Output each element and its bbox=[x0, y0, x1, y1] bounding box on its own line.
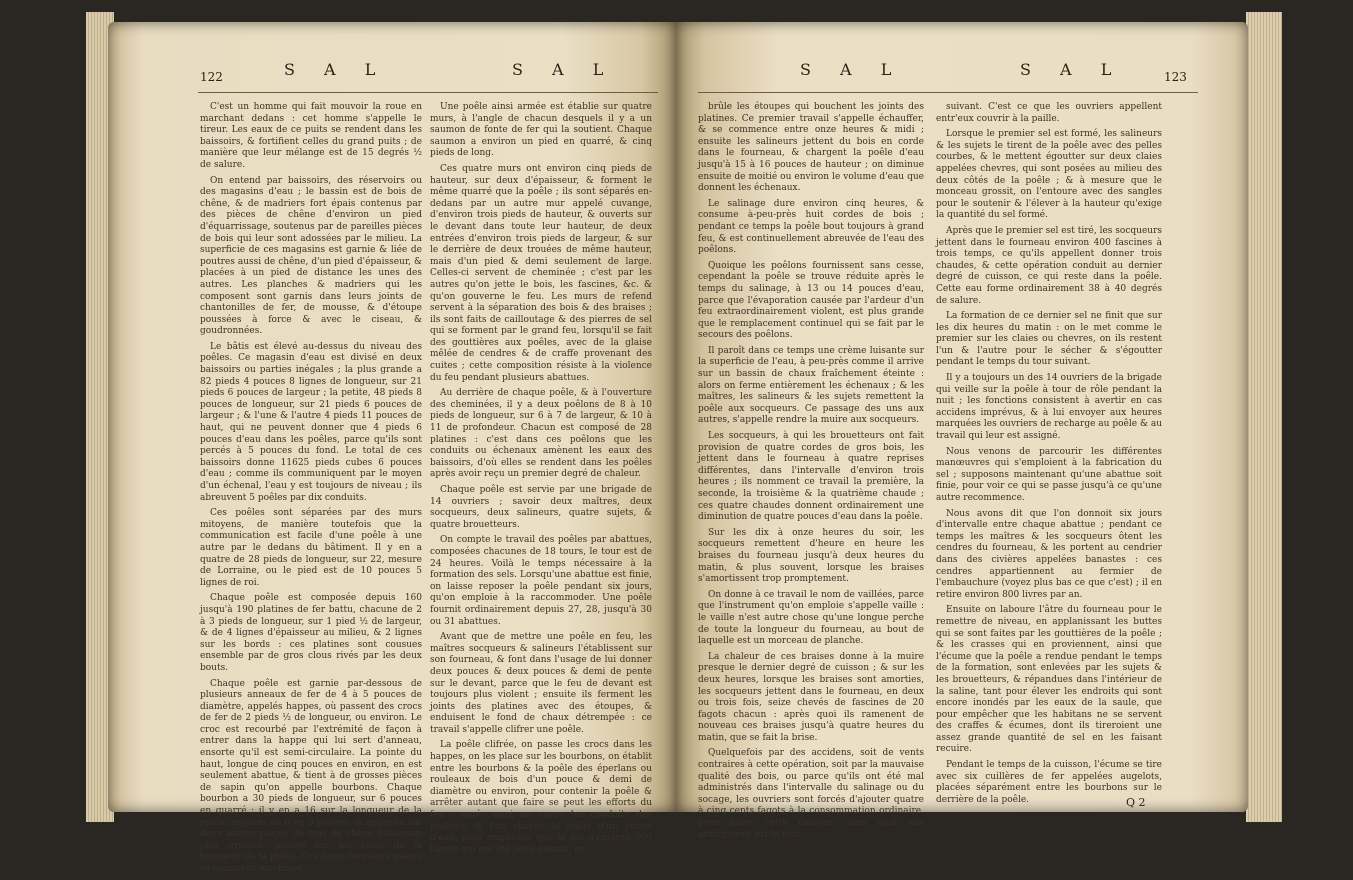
paragraph: Chaque poêle est garnie par-dessous de plusieurs anneaux de fer de 4 à 5 pouces de diamètre, appelés happes, où passent des crocs de fer de 2 pieds ½ de longueur, ou environ. Le croc est recourbé par l'extrémité de façon à entrer dans la happe qui lui sert d'anneau, ensorte qu'il est semi-circulaire. La pointe du haut, longue de cinq pouces en environ, en est seulement abattue, & tient à de grosses pièces de sapin qu'on appelle bourbons. Chaque bourbon a 30 pieds de longueur, sur 6 pouces en quarré ; il y en a 16 sur la longueur de la poêle, espacés de 6 en 6 pouces, & appuyés sur deux autres pièces de bois de chêne beaucoup plus grosses, posées sur les faces de la longueur de la poêle. Ces deux dernières pièces se nomment machines. bbox=[200, 678, 422, 874]
paragraph: Après que le premier sel est tiré, les socqueurs jettent dans le fourneau environ 400 fascines à trois temps, ce qu'ils appellent donner trois chaudes, & cette opération conduit au dernier degré de cuisson, ce qui reste dans la poêle. Cette eau forme ordinairement 38 à 40 degrés de salure. bbox=[936, 225, 1162, 306]
paragraph: suivant. C'est ce que les ouvriers appellent entr'eux couvrir à la paille. bbox=[936, 102, 1162, 124]
paragraph: C'est un homme qui fait mouvoir la roue en marchant dedans : cet homme s'appelle le tireur. Les eaux de ce puits se rendent dans les baissoirs, & fortifient celles du grand puits ; de manière que leur mélange est de 15 degrés ½ de salure. bbox=[200, 102, 422, 170]
running-head-left: S A L bbox=[284, 60, 388, 79]
page-edges-right bbox=[1246, 12, 1282, 822]
paragraph: La formation de ce dernier sel ne finit que sur les dix heures du matin : on le met comme le premier sur les claies ou chevres, on ils restent l'un & l'autre pour le sécher & s'égoutter pendant le temps du tour suivant. bbox=[936, 311, 1162, 368]
paragraph: Ces quatre murs ont environ cinq pieds de hauteur, sur deux d'épaisseur, & forment le même quarré que la poêle ; ils sont séparés en-dedans par un autre mur appelé cuvange, d'environ trois pieds de hauteur, & ouverts sur le devant dans toute leur hauteur, de deux entrées d'environ trois pieds de largeur, & sur le derrière de deux trouées de même hauteur, mais d'un pied & demi seulement de large. Celles-ci servent de cheminée ; c'est par les autres qu'on jette le bois, les fascines, &c. & qu'on gouverne le feu. Les murs de refend servent à la séparation des bois & des braises ; ils sont faits de cailloutage & des pierres de sel qui se forment par le grand feu, lorsqu'il se fait des gouttières aux poêles, avec de la glaise mêlée de cendres & de craffe provenant des cuites ; cette composition résiste à la violence du feu pendant plusieurs abattues. bbox=[430, 163, 652, 383]
header-rule bbox=[198, 92, 658, 93]
running-head-right: S A L bbox=[512, 60, 616, 79]
right-page bbox=[676, 22, 1248, 840]
paragraph: Nous avons dit que l'on donnoit six jours d'intervalle entre chaque abattue ; pendant ce temps les maîtres & les socqueurs ôtent les cendres du fourneau, & les portent au cendrier dans des civières appelées banastes : ces cendres appartiennent au fermier de l'embauchure (voyez plus bas ce que c'est) ; il en retire environ 800 livres par an. bbox=[936, 508, 1162, 600]
paragraph: Sur les dix à onze heures du soir, les socqueurs remettent d'heure en heure les braises du fourneau jusqu'à deux heures du matin, & plus souvent, lorsque les braises s'amortissent trop promptement. bbox=[698, 527, 924, 585]
paragraph: On donne à ce travail le nom de vaillées, parce que l'instrument qu'on emploie s'appelle vaille : le vaille n'est autre chose qu'une longue perche de toute la longueur du fourneau, au bout de laquelle est un morceau de planche. bbox=[698, 589, 924, 647]
running-head-right: S A L bbox=[1020, 60, 1124, 79]
paragraph: Chaque poêle est composée depuis 160 jusqu'à 190 platines de fer battu, chacune de 2 à 3 pieds de longueur, sur 1 pied ½ de largeur, & de 4 lignes d'épaisseur au milieu, & 2 lignes sur les bords : ces platines sont cousues ensemble par de gros clous rivés par les deux bouts. bbox=[200, 593, 422, 673]
paragraph: Les socqueurs, à qui les brouetteurs ont fait provision de quatre cordes de gros bois, les jettent dans le fourneau à quatre reprises différentes, dans l'intervalle d'environ trois heures ; ils nomment ce travail la première, la seconde, la troisième & la quatrième chaude ; ces quatre chaudes donnent ordinairement une diminution de quatre pouces d'eau dans la poêle. bbox=[698, 431, 924, 523]
paragraph: Le salinage dure environ cinq heures, & consume à-peu-près huit cordes de bois ; pendant ce temps la poêle bout toujours à grand feu, & est continuellement abreuvée de l'eau des poêlons. bbox=[698, 198, 924, 256]
paragraph: On entend par baissoirs, des réservoirs ou des magasins d'eau ; le bassin est de bois de chêne, & de madriers fort épais contenus par des pièces de chêne d'environ un pied d'équarrissage, soutenus par de pareilles pièces de bois qui leur sont adossées par le milieu. La superficie de ces magasins est garnie & liée de poutres aussi de chêne, d'un pied d'épaisseur, & placées à un pied de distance les unes des autres. Les planches & madriers qui les composent sont garnis dans leurs joints de chantonilles de fer, de mousse, & d'étoupe poussées à force & avec le ciseau, & goudronnées. bbox=[200, 175, 422, 337]
paragraph: Le bâtis est élevé au-dessus du niveau des poêles. Ce magasin d'eau est divisé en deux baissoirs ou parties inégales ; la plus grande a 82 pieds 4 pouces 8 lignes de longueur, sur 21 pieds 6 pouces de largeur ; la petite, 48 pieds 8 pouces de longueur, sur 21 pieds 6 pouces de largeur ; & l'une & l'autre 4 pieds 11 pouces de haut, qui ne peuvent donner que 4 pieds 6 pouces d'eau dans les poêles, parce qu'ils sont percés à 5 pouces du fond. Le total de ces baissoirs donne 11625 pieds cubes 6 pouces d'eau ; comme ils communiquent par le moyen d'un échenal, l'eau y est toujours de niveau ; ils abreuvent 5 poêles par dix conduits. bbox=[200, 341, 422, 503]
paragraph: Ensuite on laboure l'âtre du fourneau pour le remettre de niveau, en applanissant les buttes qui se sont faites par les gouttières de la poêle ; & les crasses qui en proviennent, ainsi que l'écume que la poêle a rendue pendant le temps de la formation, sont enlevées par les sujets & les brouetteurs, & répandues dans l'intérieur de la saline, tant pour élever les endroits qui sont encore inondés par les eaux de la saule, que pour empêcher que les habitans ne se servent des craffes & écumes, dont ils tireroient une assez grande quantité de sel en les faisant recuire. bbox=[936, 605, 1162, 755]
paragraph: Lorsque le premier sel est formé, les salineurs & les sujets le tirent de la poêle avec des pelles courbes, & le mettent égoutter sur deux claies appelées chevres, qui sont posées au milieu des deux côtés de la poêle ; & à mesure que le monceau grossit, on l'entoure avec des sangles pour le soutenir & l'élever à la hauteur qu'exige la quantité du sel formé. bbox=[936, 129, 1162, 221]
paragraph: Chaque poêle est servie par une brigade de 14 ouvriers ; savoir deux maîtres, deux socqueurs, deux salineurs, quatre sujets, & quatre brouetteurs. bbox=[430, 485, 652, 530]
paragraph: La poêle clifrée, on passe les crocs dans les happes, on les place sur les bourbons, on établit entre les bourbons & la poêle des éperlans ou rouleaux de bois d'un pouce & demi de diamètre ou environ, pour contenir la poêle & arrêter autant que faire se peut les efforts du feu : après quoi on ouvre les conduits des poêlons, & l'on charge la poêle d'un pouce d'eau, pour empêcher que le feu d'environ 300 fagots qui ont été jetés dessus, ne bbox=[430, 740, 652, 855]
paragraph: Une poêle ainsi armée est établie sur quatre murs, à l'angle de chacun desquels il y a un saumon de fonte de fer qui la soutient. Chaque saumon a environ un pied en quarré, & cinq pieds de long. bbox=[430, 102, 652, 159]
text-column-1 bbox=[200, 102, 422, 880]
paragraph: Avant que de mettre une poêle en feu, les maîtres socqueurs & salineurs l'établissent sur son fourneau, & font dans l'usage de lui donner deux pouces & deux pouces & demi de pente sur le devant, parce que le feu de devant est toujours plus violent ; ensuite ils ferment les joints des platines avec des étoupes, & enduisent le fond de chaux détrempée : ce travail s'appelle clifrer une poêle. bbox=[430, 632, 652, 735]
paragraph: Au derrière de chaque poêle, & à l'ouverture des cheminées, il y a deux poêlons de 8 à 10 pieds de longueur, sur 6 à 7 de largeur, & 10 à 11 de profondeur. Chacun est composé de 28 platines : c'est dans ces poêlons que les conduits ou échenaux amènent les eaux des baissoirs, d'où elles se rendent dans les poêles après avoir reçu un premier degré de chaleur. bbox=[430, 388, 652, 480]
page-number: 122 bbox=[200, 70, 223, 84]
paragraph: Quoique les poêlons fournissent sans cesse, cependant la poêle se trouve réduite après le temps du salinage, à 13 ou 14 pouces d'eau, parce que l'évaporation causée par l'ardeur d'un feu extraordinairement violent, est plus grande que le remplacement continuel qui se fait par le secours des poêlons. bbox=[698, 260, 924, 341]
signature-mark: Q 2 bbox=[1126, 796, 1146, 809]
text-column-1 bbox=[698, 102, 924, 845]
paragraph: brûle les étoupes qui bouchent les joints des platines. Ce premier travail s'appelle échauffer, & se commence entre onze heures & midi ; ensuite les salineurs jettent du bois en corde dans le fourneau, & chargent la poêle d'eau jusqu'à 15 à 16 pouces de hauteur ; on diminue ensuite de moitié ou environ le volume d'eau que donnent les échenaux. bbox=[698, 102, 924, 194]
running-head-left: S A L bbox=[800, 60, 904, 79]
paragraph: Il y a toujours un des 14 ouvriers de la brigade qui veille sur la poêle à tour de rôle pendant la nuit ; les fonctions consistent à avertir en cas accidens imprévus, & à lui envoyer aux heures marquées les ouvriers de recharge au poêle & au travail qui leur est assigné. bbox=[936, 373, 1162, 442]
page-number: 123 bbox=[1164, 70, 1187, 84]
paragraph: Nous venons de parcourir les différentes manœuvres qui s'emploient à la fabrication du sel ; supposons maintenant qu'une abattue soit finie, pour voir ce qui se passe jusqu'à ce qu'une autre recommence. bbox=[936, 446, 1162, 503]
paragraph: Ces poêles sont séparées par des murs mitoyens, de manière toutefois que la communication est facile d'une poêle à une autre par le dedans du bâtiment. Il y en a quatre de 28 pieds de longueur, sur 22, mesure de Lorraine, ou le pied est de 10 pouces 5 lignes de roi. bbox=[200, 508, 422, 588]
text-column-2 bbox=[430, 102, 652, 860]
header-rule bbox=[698, 92, 1198, 93]
paragraph: Pendant le temps de la cuisson, l'écume se tire avec six cuillères de fer appelées augelots, placées séparément entre les bourbons sur le derrière de la poêle. bbox=[936, 760, 1162, 805]
paragraph: On compte le travail des poêles par abattues, composées chacunes de 18 tours, le tour est de 24 heures. Voilà le temps nécessaire à la formation des sels. Lorsqu'une abattue est finie, on laisse reposer la poêle pendant six jours, qu'on emploie à la raccommoder. Une poêle fournit ordinairement depuis 27, 28, jusqu'à 30 ou 31 abattues. bbox=[430, 535, 652, 627]
paragraph: La chaleur de ces braises donne à la muire presque le dernier degré de cuisson ; & sur les deux heures, lorsque les braises sont amorties, les socqueurs jettent dans le fourneau, en deux ou trois fois, seize chevés de fascines de 20 fagots chacun : après quoi ils ramenent de nouveau ces braises jusqu'à quatre heures du matin, que se fait la brise. bbox=[698, 651, 924, 743]
left-page bbox=[108, 22, 676, 874]
paragraph: Quelquefois par des accidens, soit de vents contraires à cette opération, soit par la mauvaise qualité des bois, ou parce qu'ils ont été mal administrés dans l'intervalle du salinage ou du socage, les ouvriers sont forcés d'ajouter quatre à cinq cents fagots à la consommation ordinaire, pour hâter cette cuisson, sans quoi elle anticiperoit sur le tour bbox=[698, 748, 924, 840]
paragraph: Il paroît dans ce temps une crème luisante sur la superficie de l'eau, à peu-près comme il arrive sur un bassin de chaux fraîchement éteinte : alors on ferme entièrement les échenaux ; & les maîtres, les salineurs & les sujets remettent la poêle aux socqueurs. Ce passage des uns aux autres, s'appelle rendre la muire aux socqueurs. bbox=[698, 345, 924, 426]
text-column-2 bbox=[936, 102, 1162, 810]
